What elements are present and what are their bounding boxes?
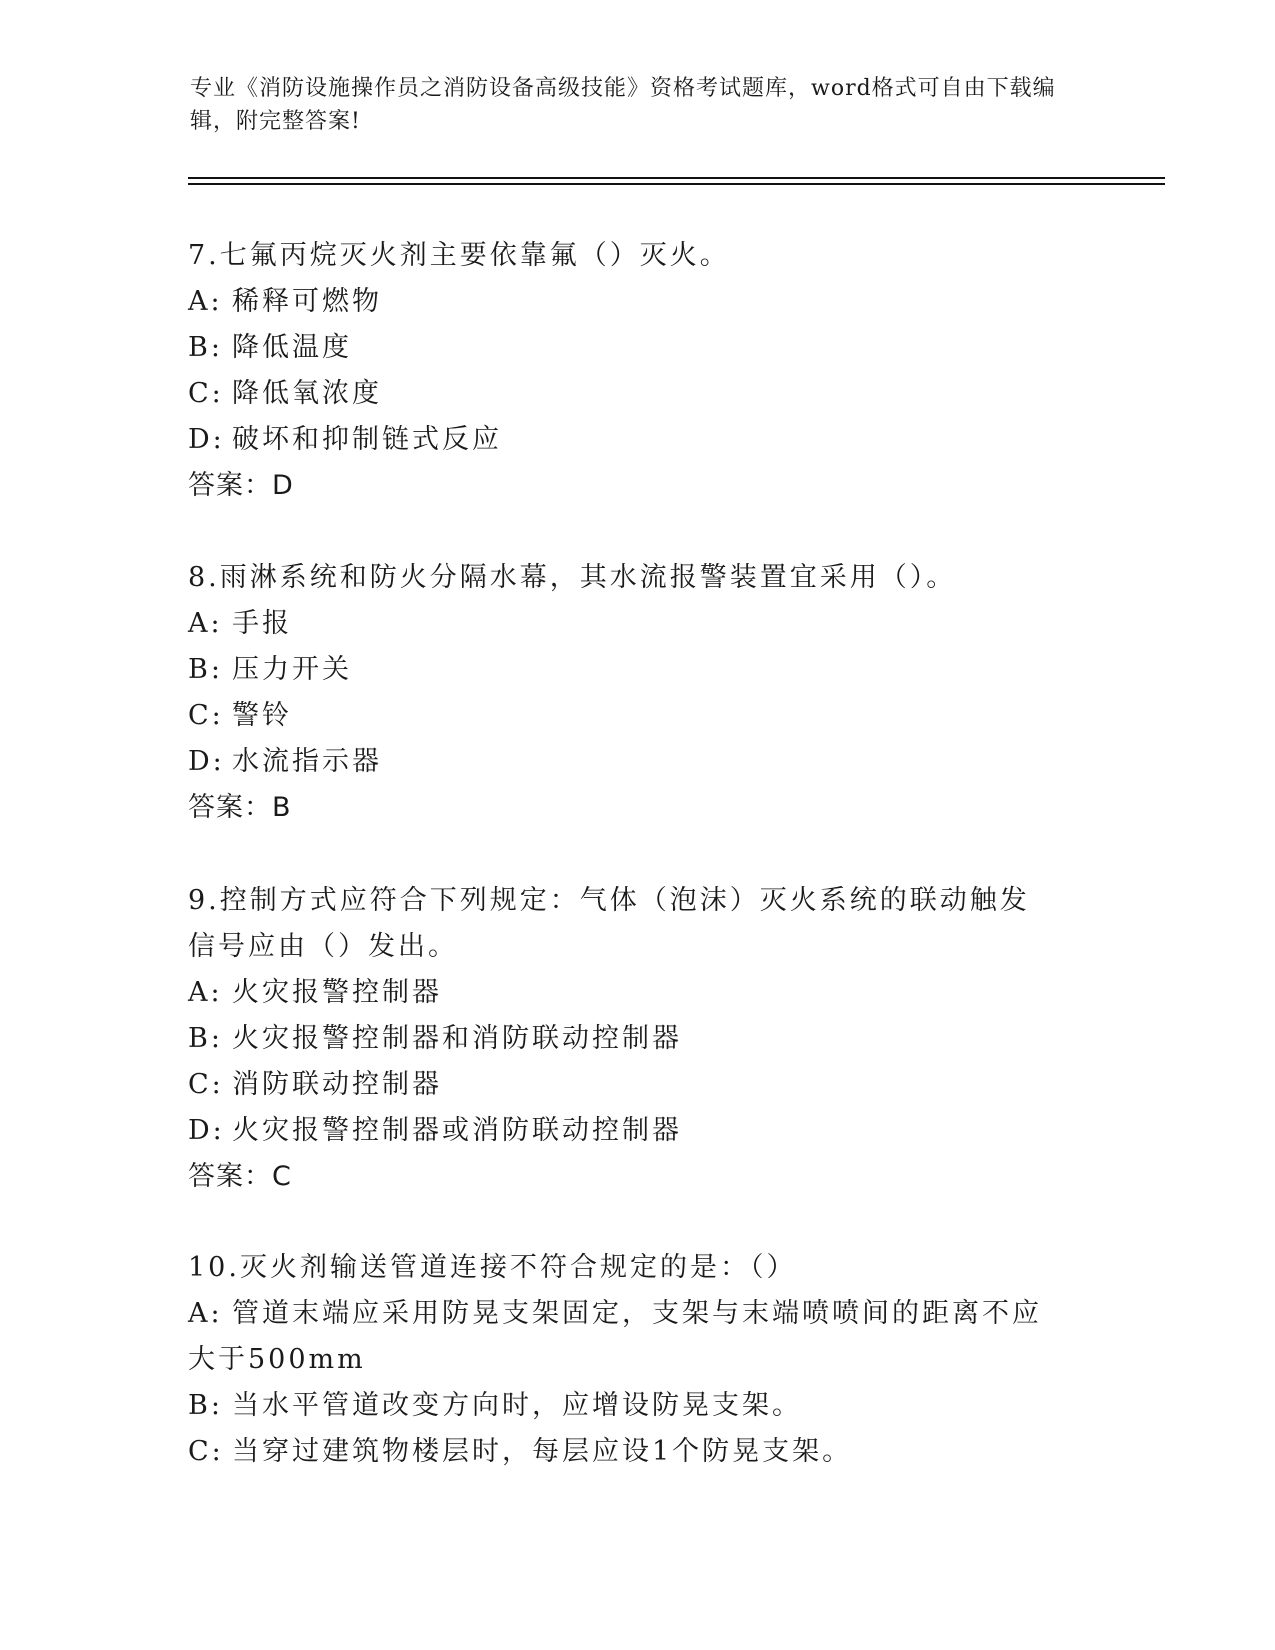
option-c <box>188 371 1088 417</box>
answer-line: 答案：D <box>188 470 294 501</box>
question-8 <box>188 555 1088 831</box>
option-letter: C: <box>188 1069 224 1100</box>
option-letter: A: <box>188 977 223 1008</box>
option-letter: C: <box>188 700 224 731</box>
option-letter: C: <box>188 378 224 409</box>
option-text: 压力开关 <box>232 654 352 685</box>
option-d <box>188 739 1088 785</box>
option-c <box>188 693 1088 739</box>
option-text: 手报 <box>232 608 292 639</box>
option-d <box>188 417 1088 463</box>
option-letter: D: <box>188 1115 225 1146</box>
header-divider-top <box>188 177 1165 179</box>
question-stem: 7.七氟丙烷灭火剂主要依靠氟（）灭火。 <box>188 240 730 271</box>
option-c <box>188 1429 1088 1475</box>
option-text: 当穿过建筑物楼层时，每层应设1个防晃支架。 <box>232 1436 853 1467</box>
option-a <box>188 279 1088 325</box>
question-stem: 10.灭火剂输送管道连接不符合规定的是：（） <box>188 1252 797 1283</box>
option-letter: A: <box>188 286 223 317</box>
option-a <box>188 601 1088 647</box>
option-b <box>188 1016 1088 1062</box>
option-letter: C: <box>188 1436 224 1467</box>
option-text: 稀释可燃物 <box>232 286 382 317</box>
option-text: 管道末端应采用防晃支架固定，支架与末端喷喷间的距离不应大于500mm <box>188 1298 1042 1375</box>
question-9 <box>188 878 1088 1200</box>
option-c <box>188 1062 1088 1108</box>
option-a <box>188 970 1088 1016</box>
option-b <box>188 1383 1088 1429</box>
option-text: 降低温度 <box>232 332 352 363</box>
question-stem: 9.控制方式应符合下列规定：气体（泡沫）灭火系统的联动触发信号应由（）发出。 <box>188 885 1030 962</box>
option-a <box>188 1291 1068 1383</box>
option-text: 火灾报警控制器或消防联动控制器 <box>232 1115 682 1146</box>
option-letter: B: <box>188 332 223 363</box>
option-text: 消防联动控制器 <box>232 1069 442 1100</box>
question-10 <box>188 1245 1088 1475</box>
option-text: 当水平管道改变方向时，应增设防晃支架。 <box>232 1390 802 1421</box>
option-b <box>188 325 1088 371</box>
option-letter: A: <box>188 1298 223 1329</box>
option-letter: D: <box>188 746 225 777</box>
answer-line: 答案：B <box>188 792 292 823</box>
answer-line: 答案：C <box>188 1161 292 1192</box>
question-7 <box>188 233 1088 509</box>
option-text: 火灾报警控制器和消防联动控制器 <box>232 1023 682 1054</box>
option-text: 水流指示器 <box>232 746 382 777</box>
option-text: 破坏和抑制链式反应 <box>232 424 502 455</box>
header-divider-bottom <box>188 183 1165 185</box>
option-d <box>188 1108 1088 1154</box>
option-letter: D: <box>188 424 225 455</box>
option-letter: A: <box>188 608 223 639</box>
option-letter: B: <box>188 654 223 685</box>
option-letter: B: <box>188 1023 223 1054</box>
option-b <box>188 647 1088 693</box>
option-letter: B: <box>188 1390 223 1421</box>
option-text: 降低氧浓度 <box>232 378 382 409</box>
document-header: 专业《消防设施操作员之消防设备高级技能》资格考试题库，word格式可自由下载编辑，附完整答案! <box>190 76 1056 134</box>
option-text: 火灾报警控制器 <box>232 977 442 1008</box>
option-text: 警铃 <box>232 700 292 731</box>
question-stem: 8.雨淋系统和防火分隔水幕，其水流报警装置宜采用（）。 <box>188 562 957 593</box>
